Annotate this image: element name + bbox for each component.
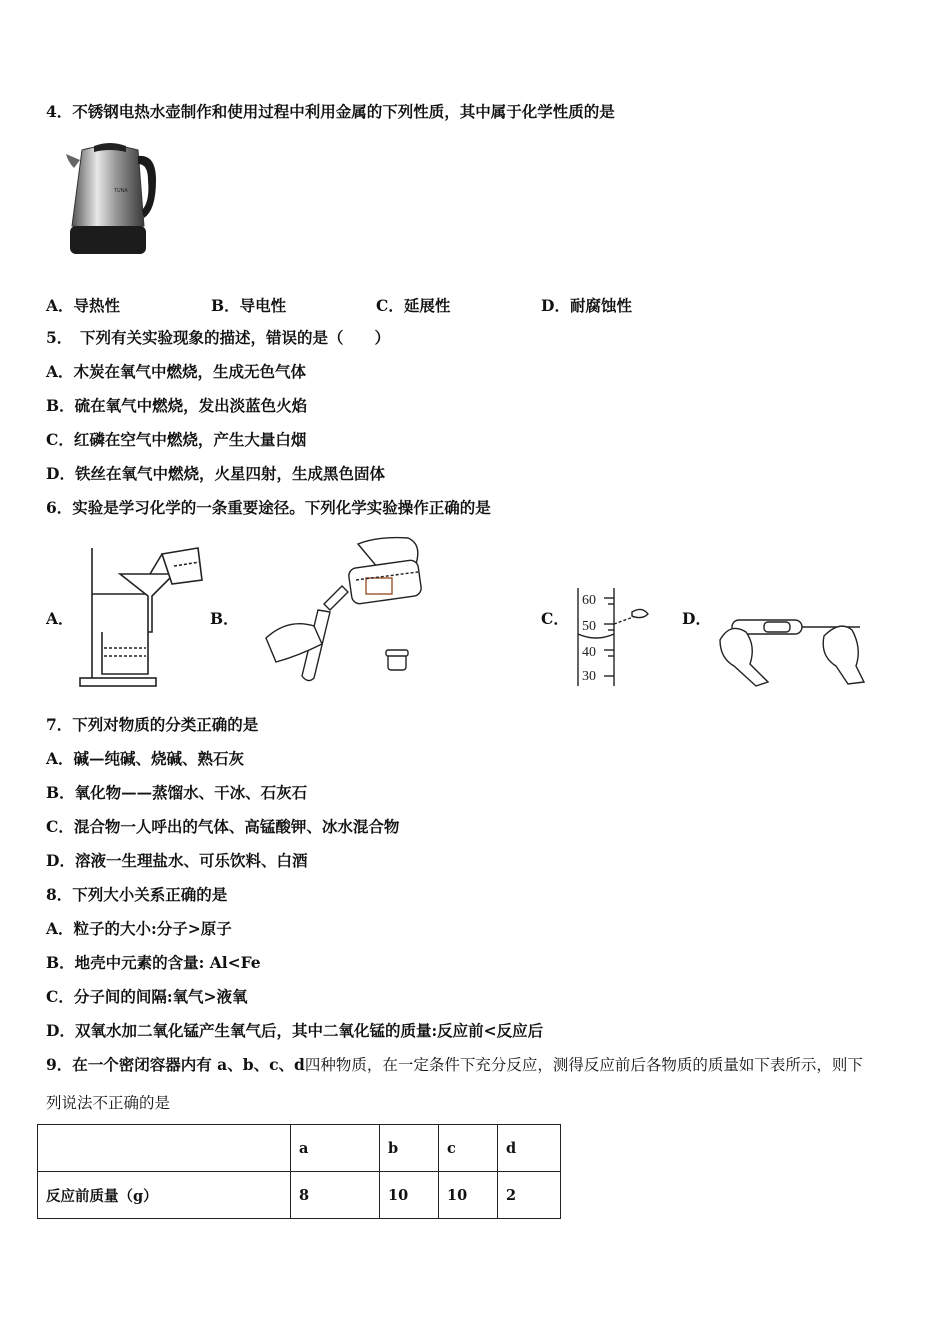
q9-stem-bold: 9．在一个密闭容器内有 a、b、c、d <box>46 1055 305 1074</box>
pouring-liquid-figure <box>258 534 428 686</box>
q4-option-d: D．耐腐蚀性 <box>541 296 632 315</box>
cylinder-tick-50: 50 <box>582 619 596 634</box>
table-header-row <box>38 1125 561 1172</box>
filtration-figure <box>76 540 206 692</box>
table-header-cell <box>38 1125 291 1172</box>
q5-option-a: A．木炭在氧气中燃烧，生成无色气体 <box>46 362 307 381</box>
q8-stem: 8．下列大小关系正确的是 <box>46 885 228 904</box>
q5-option-b: B．硫在氧气中燃烧，发出淡蓝色火焰 <box>46 396 308 415</box>
table-header-cell: d <box>498 1125 561 1172</box>
table-cell: 10 <box>380 1172 439 1219</box>
table-header-cell: c <box>439 1125 498 1172</box>
q6-label-b: B． <box>210 609 239 628</box>
q8-option-d: D．双氧水加二氧化锰产生氧气后，其中二氧化锰的质量:反应前<反应后 <box>46 1021 544 1040</box>
q7-option-c: C．混合物一人呼出的气体、高锰酸钾、冰水混合物 <box>46 817 400 836</box>
table-header-cell: b <box>380 1125 439 1172</box>
table-cell: 8 <box>291 1172 380 1219</box>
kettle-image <box>60 140 180 260</box>
cylinder-tick-60: 60 <box>582 593 596 608</box>
q5-option-d: D．铁丝在氧气中燃烧，火星四射，生成黑色固体 <box>46 464 385 483</box>
q5-stem: 5． 下列有关实验现象的描述，错误的是（ ） <box>46 328 391 347</box>
q7-option-b: B．氧化物——蒸馏水、干冰、石灰石 <box>46 783 308 802</box>
q7-option-d: D．溶液一生理盐水、可乐饮料、白酒 <box>46 851 308 870</box>
q4-option-a: A．导热性 <box>46 296 121 315</box>
q6-label-c: C． <box>541 609 569 628</box>
q4-options <box>46 294 846 314</box>
q9-stem <box>46 1055 863 1075</box>
graduated-cylinder-figure <box>570 584 654 688</box>
q6-label-a: A． <box>46 609 74 628</box>
q6-stem: 6．实验是学习化学的一条重要途径。下列化学实验操作正确的是 <box>46 498 491 517</box>
table-header-cell: a <box>291 1125 380 1172</box>
test-tube-shaking-figure <box>716 614 868 690</box>
q9-stem-line2: 列说法不正确的是 <box>46 1094 171 1112</box>
q7-option-a: A．碱—纯碱、烧碱、熟石灰 <box>46 749 245 768</box>
mass-table <box>37 1124 561 1219</box>
q9-stem-rest: 四种物质，在一定条件下充分反应，测得反应前后各物质的质量如下表所示，则下 <box>304 1056 863 1074</box>
q4-stem: 4．不锈钢电热水壶制作和使用过程中利用金属的下列性质，其中属于化学性质的是 <box>46 102 615 121</box>
table-cell: 反应前质量（g） <box>38 1172 291 1219</box>
q4-option-b: B．导电性 <box>211 296 287 315</box>
table-row <box>38 1172 561 1219</box>
q4-option-c: C．延展性 <box>376 296 451 315</box>
table-cell: 10 <box>439 1172 498 1219</box>
kettle-brand: TUNA <box>114 188 128 194</box>
table-cell: 2 <box>498 1172 561 1219</box>
q7-stem: 7．下列对物质的分类正确的是 <box>46 715 259 734</box>
q6-label-d: D． <box>682 609 711 628</box>
q5-option-c: C．红磷在空气中燃烧，产生大量白烟 <box>46 430 307 449</box>
cylinder-tick-30: 30 <box>582 669 596 684</box>
q8-option-b: B．地壳中元素的含量: Al<Fe <box>46 953 261 972</box>
q8-option-c: C．分子间的间隔:氧气>液氧 <box>46 987 248 1006</box>
q8-option-a: A．粒子的大小:分子>原子 <box>46 919 232 938</box>
cylinder-tick-40: 40 <box>582 645 596 660</box>
